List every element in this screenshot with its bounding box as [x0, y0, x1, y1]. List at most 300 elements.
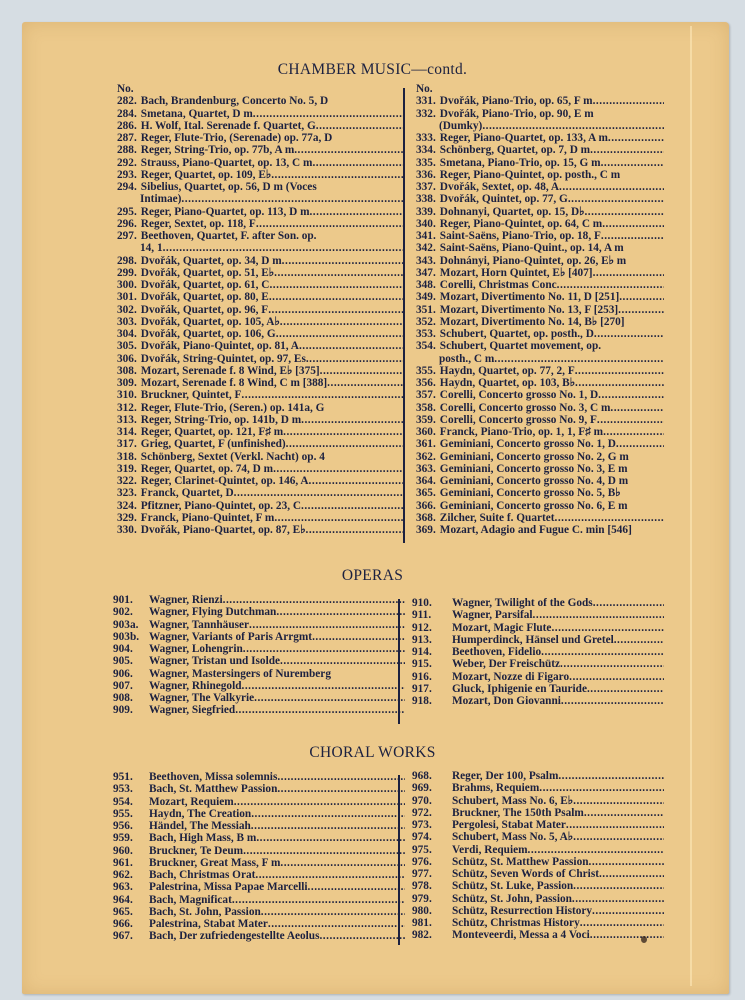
list-item	[416, 463, 664, 475]
list-item	[113, 655, 405, 667]
work-title: Reger, Sextet, op. 118, F	[140, 217, 256, 230]
work-title: Wagner, Variants of Paris Arrgmt	[149, 630, 313, 643]
list-item	[416, 267, 664, 279]
dot-leader	[584, 206, 664, 218]
dot-leader	[572, 893, 664, 905]
work-title: Mozart, Requiem	[149, 795, 234, 808]
work-title: Dvořák, Quintet, op. 77, G	[439, 193, 568, 206]
catalog-number: 904.	[113, 643, 133, 655]
dot-leader	[277, 783, 405, 795]
catalog-number: 296.	[117, 217, 137, 230]
catalog-number: 360.	[416, 426, 436, 438]
list-item	[416, 255, 664, 267]
catalog-number: 295.	[117, 205, 137, 218]
dot-leader	[316, 120, 405, 132]
dot-leader	[280, 655, 405, 667]
catalog-number: 913.	[412, 633, 432, 646]
list-item	[412, 831, 664, 843]
catalog-number: 976.	[412, 855, 432, 868]
dot-leader	[273, 463, 405, 475]
dot-leader	[590, 144, 664, 156]
catalog-number: 301.	[117, 291, 137, 304]
dot-leader	[593, 95, 664, 107]
catalog-number: 914.	[412, 646, 432, 658]
dot-leader	[580, 917, 664, 929]
catalog-number: 905.	[113, 655, 133, 668]
catalog-number: 966.	[113, 918, 133, 930]
dot-leader	[255, 869, 405, 881]
list-item	[416, 132, 664, 144]
catalog-number: 359.	[416, 413, 436, 426]
dot-leader	[308, 881, 405, 893]
catalog-number: 282.	[117, 95, 137, 108]
list-item	[117, 475, 405, 487]
work-title: Dvořák, Piano-Trio, op. 90, E m	[439, 107, 594, 120]
catalog-number: 907.	[113, 679, 133, 692]
dot-leader	[241, 389, 405, 401]
work-title: Bach, Brandenburg, Concerto No. 5, D	[140, 95, 329, 108]
list-item	[117, 328, 405, 340]
work-title: Dvořák, Quartet, op. 106, G	[140, 328, 276, 340]
catalog-number: 352.	[416, 315, 436, 328]
list-item	[113, 930, 405, 942]
dot-leader	[528, 844, 664, 856]
catalog-number: 331.	[416, 95, 436, 108]
dot-leader	[251, 820, 405, 832]
list-item	[416, 95, 664, 107]
list-item	[117, 279, 405, 291]
dot-leader	[309, 206, 405, 218]
list-item	[412, 856, 664, 868]
work-title: Mozart, Divertimento No. 11, D [251]	[439, 291, 620, 304]
list-item	[117, 340, 405, 352]
work-title: Corelli, Christmas Conc	[439, 279, 557, 291]
catalog-number: 300.	[117, 279, 137, 291]
work-title: Pfitzner, Piano-Quintet, op. 23, C	[140, 499, 302, 512]
work-title: Dvořák, String-Quintet, op. 97, Es	[140, 352, 306, 365]
work-title: Schubert, Mass No. 5, A♭	[452, 831, 574, 844]
list-item	[117, 157, 405, 169]
dot-leader	[539, 782, 664, 794]
dot-leader	[251, 808, 405, 820]
dot-leader	[254, 692, 405, 704]
list-item	[416, 438, 664, 450]
list-item	[117, 451, 405, 463]
dot-leader	[277, 771, 405, 783]
catalog-number: 917.	[412, 682, 432, 695]
list-item	[113, 832, 405, 844]
list-item	[416, 144, 664, 156]
catalog-number: 903b.	[113, 630, 140, 643]
work-title: Mozart, Serenade f. 8 Wind, C m [388]	[140, 377, 328, 389]
catalog-number: 298.	[117, 254, 137, 267]
work-title: Schubert, Quartet movement, op.	[439, 340, 602, 353]
list-item	[117, 500, 405, 512]
list-item	[117, 426, 405, 438]
catalog-number: 323.	[117, 487, 137, 500]
list-item	[412, 695, 664, 707]
list-item	[416, 365, 664, 377]
catalog-number: 293.	[117, 168, 137, 181]
list-item	[412, 844, 664, 856]
work-title: Beethoven, Missa solemnis	[149, 771, 278, 783]
work-title: Strauss, Piano-Quartet, op. 13, C m	[140, 156, 313, 169]
list-item	[113, 594, 405, 606]
list-item	[117, 255, 405, 267]
list-item	[117, 291, 405, 303]
dot-leader	[320, 365, 405, 377]
dot-leader	[274, 512, 405, 524]
catalog-number: 339.	[416, 205, 436, 218]
list-item	[412, 917, 664, 929]
work-title: Sibelius, Quartet, op. 56, D m (Voces	[140, 181, 317, 193]
work-title: Dvořák, Piano-Quartet, op. 87, E♭	[140, 524, 306, 536]
list-item	[117, 487, 405, 499]
catalog-number: 348.	[416, 279, 436, 291]
work-title: Corelli, Concerto grosso No. 9, F	[439, 413, 597, 426]
list-item	[117, 95, 405, 107]
catalog-number: 974.	[412, 831, 432, 844]
list-item	[113, 606, 405, 618]
work-title: Schütz, St. John, Passion	[452, 892, 572, 905]
list-item	[117, 512, 405, 524]
catalog-number: 979.	[412, 892, 432, 905]
catalog-number: 978.	[412, 880, 432, 893]
work-title: Dvořák, Piano-Quintet, op. 81, A	[140, 340, 299, 353]
list-item	[113, 680, 405, 692]
catalog-number: 312.	[117, 401, 137, 414]
list-item	[117, 218, 405, 230]
list-item-continuation	[117, 193, 405, 205]
work-title: Dvořák, Quartet, op. 96, F	[140, 303, 269, 316]
dot-leader	[235, 704, 405, 716]
catalog-number: 906.	[113, 667, 133, 680]
work-title: Bach, St. John, Passion	[149, 905, 261, 918]
dot-leader	[280, 316, 405, 328]
dot-leader	[232, 894, 405, 906]
catalog-number: 956.	[113, 820, 133, 832]
work-title: Reger, Flute-Trio, (Seren.) op. 141a, G	[140, 401, 325, 414]
work-title: Geminiani, Concerto grosso No. 2, G m	[439, 450, 629, 463]
dot-leader	[256, 832, 405, 844]
list-item	[412, 868, 664, 880]
dot-leader	[181, 193, 405, 205]
catalog-number: 970.	[412, 794, 432, 807]
catalog-number: 955.	[113, 807, 133, 820]
catalog-number: 337.	[416, 181, 436, 193]
catalog-number: 351.	[416, 303, 436, 316]
list-item	[412, 658, 664, 670]
dot-leader	[587, 683, 664, 695]
dot-leader	[592, 905, 664, 917]
list-item	[412, 671, 664, 683]
work-title: Reger, Der 100, Psalm	[452, 770, 559, 782]
catalog-number: 366.	[416, 499, 436, 512]
dot-leader	[533, 609, 664, 621]
dot-leader	[569, 671, 664, 683]
list-item	[117, 524, 405, 536]
catalog-number: 962.	[113, 869, 133, 881]
list-item	[113, 894, 405, 906]
dot-leader	[269, 279, 405, 291]
work-title: Beethoven, Quartet, F. after Son. op.	[140, 230, 317, 242]
list-item	[117, 144, 405, 156]
catalog-number: 967.	[113, 930, 133, 943]
dot-leader	[616, 438, 664, 450]
catalog-number: 313.	[117, 413, 137, 426]
catalog-number: 318.	[117, 450, 137, 463]
work-title: Bach, Christmas Orat	[149, 869, 256, 881]
catalog-number: 338.	[416, 193, 436, 206]
work-title: Bach, St. Matthew Passion	[149, 783, 278, 796]
catalog-number: 365.	[416, 487, 436, 500]
list-item	[416, 316, 664, 328]
list-item	[412, 795, 664, 807]
work-title: Wagner, Flying Dutchman	[149, 606, 277, 619]
list-item	[416, 242, 664, 254]
work-title: Schütz, Seven Words of Christ	[452, 868, 599, 880]
dot-leader	[276, 606, 405, 618]
work-title: Bach, Der zufriedengestellte Aeolus	[149, 930, 320, 943]
list-item	[416, 389, 664, 401]
work-title-continued: 14, 1	[140, 242, 163, 255]
catalog-number: 341.	[416, 230, 436, 242]
catalog-number: 319.	[117, 462, 137, 475]
list-item	[416, 279, 664, 291]
list-item	[416, 304, 664, 316]
dot-leader	[312, 157, 405, 169]
list-item	[416, 169, 664, 181]
dot-leader	[601, 157, 664, 169]
list-item	[412, 880, 664, 892]
dot-leader	[573, 831, 664, 843]
catalog-number: 969.	[412, 782, 432, 795]
list-item	[113, 704, 405, 716]
work-title: Pergolesi, Stabat Mater	[452, 819, 566, 831]
work-title: Haydn, Quartet, op. 77, 2, F	[439, 364, 575, 377]
list-item	[117, 181, 405, 193]
operas-heading: OPERAS	[341, 567, 404, 584]
dot-leader	[269, 291, 405, 303]
list-item	[416, 291, 664, 303]
list-item	[117, 414, 405, 426]
list-item	[117, 120, 405, 132]
work-title: Franck, Piano-Trio, op. 1, 1, F♯ m	[439, 426, 604, 438]
catalog-number: 954.	[113, 795, 133, 808]
list-item	[113, 845, 405, 857]
catalog-number: 965.	[113, 905, 133, 918]
dot-leader	[301, 500, 405, 512]
no-label-text: No.	[117, 83, 134, 95]
work-title: Reger, Clarinet-Quintet, op. 146, A	[140, 475, 309, 487]
work-title: Bruckner, Te Deum	[149, 844, 244, 857]
dot-leader	[223, 594, 405, 606]
work-title: Wagner, Lohengrin	[149, 643, 243, 655]
catalog-number: 308.	[117, 364, 137, 377]
catalog-number: 912.	[412, 621, 432, 634]
dot-leader	[575, 365, 664, 377]
list-item	[117, 316, 405, 328]
work-title: Reger, Flute-Trio, (Serenade) op. 77a, D	[140, 132, 333, 144]
list-item	[416, 500, 664, 512]
work-title: Mozart, Adagio and Fugue C. min [546]	[439, 524, 632, 536]
dot-leader	[541, 646, 664, 658]
list-item	[416, 230, 664, 242]
list-item	[113, 619, 405, 631]
list-item	[117, 132, 405, 144]
dot-leader	[555, 512, 664, 524]
list-item	[412, 683, 664, 695]
work-title: Bruckner, Great Mass, F m	[149, 856, 281, 869]
catalog-number: 314.	[117, 426, 137, 438]
catalog-number: 299.	[117, 266, 137, 279]
dot-leader	[618, 304, 664, 316]
work-title: Dohnanyi, Quartet, op. 15, D♭	[439, 205, 585, 218]
dot-leader	[561, 695, 664, 707]
dot-leader	[608, 132, 664, 144]
list-item	[113, 796, 405, 808]
work-title: Reger, Piano-Quartet, op. 113, D m	[140, 205, 310, 218]
catalog-number: 358.	[416, 401, 436, 414]
catalog-number: 361.	[416, 438, 436, 451]
work-title: Geminiani, Concerto grosso No. 1, D	[439, 438, 616, 451]
list-item	[416, 512, 664, 524]
list-item	[412, 819, 664, 831]
dot-leader	[253, 108, 405, 120]
dot-leader	[619, 291, 664, 303]
list-item	[113, 820, 405, 832]
work-title: Humperdinck, Hänsel und Gretel	[452, 633, 614, 646]
ink-stain	[641, 936, 647, 943]
work-title: Dvořák, Quartet, op. 61, C	[140, 279, 270, 291]
catalog-number: 362.	[416, 450, 436, 463]
catalog-number: 910.	[412, 597, 432, 609]
work-title: Dvořák, Sextet, op. 48, A	[439, 181, 560, 193]
work-title: Reger, String-Trio, op. 141b, D m	[140, 413, 302, 426]
work-title: Geminiani, Concerto grosso No. 3, E m	[439, 462, 628, 475]
work-title: Mozart, Serenade f. 8 Wind, E♭ [375]	[140, 364, 320, 377]
catalog-number: 322.	[117, 475, 137, 487]
catalog-number: 960.	[113, 844, 133, 857]
work-title: Saint-Saëns, Piano-Quint., op. 14, A m	[439, 242, 624, 255]
work-title: Franck, Piano-Quintet, F m	[140, 511, 275, 524]
catalog-number: 303.	[117, 315, 137, 328]
operas-right-column	[412, 597, 664, 707]
work-title: Bach, Magnificat	[149, 893, 232, 906]
catalog-number: 336.	[416, 168, 436, 181]
work-title: Reger, Quartet, op. 109, E♭	[140, 168, 272, 181]
catalog-number: 304.	[117, 328, 137, 340]
work-title: Händel, The Messiah	[149, 820, 251, 832]
list-item	[416, 157, 664, 169]
dot-leader	[234, 796, 405, 808]
list-item	[113, 643, 405, 655]
work-title: Zilcher, Suite f. Quartet	[439, 511, 555, 524]
work-title: Haydn, Quartet, op. 103, B♭	[439, 377, 576, 389]
dot-leader	[494, 353, 664, 365]
work-title-continued: (Dumky)	[439, 119, 483, 132]
list-item	[117, 389, 405, 401]
dot-leader	[601, 230, 664, 242]
work-title: Dohnányi, Piano-Quintet, op. 26, E♭ m	[439, 254, 627, 267]
catalog-number: 288.	[117, 144, 137, 157]
work-title: Geminiani, Concerto grosso No. 6, E m	[439, 499, 628, 512]
list-item	[416, 181, 664, 193]
list-item	[412, 646, 664, 658]
dot-leader	[306, 524, 405, 536]
work-title: Reger, Piano-Quintet, op. posth., C m	[439, 168, 621, 181]
work-title: Geminiani, Concerto grosso No. 5, B♭	[439, 487, 621, 500]
dot-leader	[584, 807, 664, 819]
catalog-number: 951.	[113, 771, 133, 783]
list-item	[117, 267, 405, 279]
column-divider	[398, 599, 400, 724]
work-title: Mozart, Don Giovanni	[452, 695, 561, 707]
catalog-number: 981.	[412, 917, 432, 929]
choral-left-column	[113, 771, 405, 943]
work-title: Dvořák, Quartet, op. 34, D m	[140, 254, 282, 267]
work-title: Wagner, Tannhäuser	[149, 618, 250, 631]
list-item	[416, 193, 664, 205]
list-item	[416, 524, 664, 536]
catalog-number: 911.	[412, 609, 432, 622]
catalog-number: 349.	[416, 291, 436, 304]
list-item	[416, 402, 664, 414]
list-item	[113, 783, 405, 795]
chamber-right-column	[416, 83, 664, 536]
dot-leader	[603, 426, 664, 438]
dot-leader	[286, 438, 405, 450]
work-title: Wagner, Siegfried	[149, 704, 236, 717]
dot-leader	[557, 279, 664, 291]
work-title: Mozart, Divertimento No. 13, F [253]	[439, 303, 619, 316]
list-item	[113, 918, 405, 930]
list-item	[416, 426, 664, 438]
dot-leader	[280, 857, 405, 869]
list-item	[117, 304, 405, 316]
catalog-number: 915.	[412, 658, 432, 671]
catalog-number: 353.	[416, 328, 436, 340]
work-title-continued: Intimae)	[140, 193, 182, 206]
dot-leader	[243, 845, 405, 857]
work-title: Brahms, Requiem	[452, 782, 540, 795]
dot-leader	[593, 267, 664, 279]
catalog-number: 310.	[117, 389, 137, 402]
catalog-number: 286.	[117, 119, 137, 132]
dot-leader	[614, 634, 664, 646]
catalog-number: 961.	[113, 856, 133, 869]
dot-leader	[274, 267, 405, 279]
work-title: Monteveerdi, Messa a 4 Voci	[452, 929, 590, 942]
dot-leader	[568, 193, 664, 205]
no-label	[416, 83, 664, 95]
dot-leader	[276, 328, 405, 340]
work-title: Reger, Quartet, op. 74, D m	[140, 462, 274, 475]
list-item	[113, 808, 405, 820]
dot-leader	[261, 906, 405, 918]
work-title: Grieg, Quartet, F (unfinished)	[140, 438, 286, 451]
catalog-number: 334.	[416, 144, 436, 157]
dot-leader	[558, 770, 664, 782]
choral-works-heading: CHORAL WORKS	[309, 744, 436, 761]
work-title: Palestrina, Missa Papae Marcelli	[149, 881, 308, 894]
dot-leader	[602, 218, 664, 230]
list-item	[117, 169, 405, 181]
work-title: Reger, String-Trio, op. 77b, A m	[140, 144, 295, 157]
work-title: Schönberg, Sextet (Verkl. Nacht) op. 4	[140, 450, 325, 463]
list-item	[113, 771, 405, 783]
dot-leader	[573, 795, 664, 807]
